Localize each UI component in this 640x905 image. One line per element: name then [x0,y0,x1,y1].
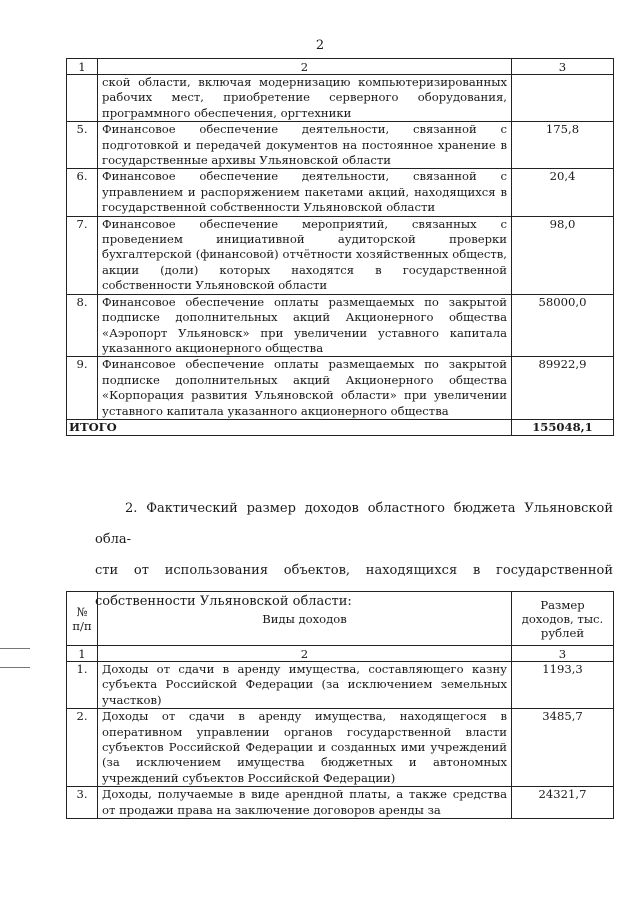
row-text: Финансовое обеспечение мероприятий, связанных с проведением инициативной аудиторской проверки бухгалтерской (финансовой) отчётности хозяйственных обществ, акции (доли) которых находятся в государственной собственности Ульяновской области [98,216,512,294]
row-text: Доходы от сдачи в аренду имущества, составляющего казну субъекта Российской Федерации (за исключением земельных участков) [98,662,512,709]
row-text: ской области, включая модернизацию компьютеризированных рабочих мест, приобретение серверного оборудования, программного обеспечения, оргтехники [98,75,512,122]
row-text: Финансовое обеспечение оплаты размещаемых по закрытой подписке дополнительных акций Акционерного общества «Корпорация развития Ульяновской области» при увеличении уставного капитала указанного акционерного общества [98,357,512,420]
row-text: Доходы от сдачи в аренду имущества, находящегося в оперативном управлении органов государственной власти субъектов Российской Федерации и созданных ими учреждений (за исключением имущества бюджетных и автономных учреждений субъектов Российской Федерации) [98,709,512,787]
scan-mark-left [0,648,30,649]
row-text: Финансовое обеспечение деятельности, связанной с управлением и распоряжением пакетами акций, находящихся в государственной собственности Ульяновской области [98,169,512,216]
expenses-table [66,58,614,436]
income-table-head-row [67,592,614,646]
row-value: 175,8 [512,122,614,169]
total-value: 155048,1 [512,419,614,435]
col-value-header: 3 [512,59,614,75]
row-number: 1. [67,662,98,709]
table-row [67,787,614,819]
table-row [67,75,614,122]
row-number: 9. [67,357,98,420]
total-label: ИТОГО [67,419,512,435]
head-number: № п/п [67,592,98,646]
row-value: 24321,7 [512,787,614,819]
col-value-header: 3 [512,646,614,662]
head-income-kind: Виды доходов [98,592,512,646]
row-value: 98,0 [512,216,614,294]
row-value: 1193,3 [512,662,614,709]
row-text: Доходы, получаемые в виде арендной платы, а также средства от продажи права на заключение договоров аренды за [98,787,512,819]
paragraph-first-line: 2. Фактический размер доходов областного бюджета Ульяновской обла- [95,501,613,547]
scan-mark-left-lower [0,667,30,668]
head-amount: Размер доходов, тыс. рублей [512,592,614,646]
paragraph-continuation: сти от использования объектов, находящихся в государственной собственности Ульяновской области: [95,563,613,609]
income-table [66,591,614,819]
table-row [67,122,614,169]
table-row [67,709,614,787]
row-number: 5. [67,122,98,169]
table-row [67,169,614,216]
row-number: 6. [67,169,98,216]
row-value: 58000,0 [512,294,614,357]
row-number: 2. [67,709,98,787]
row-text: Финансовое обеспечение оплаты размещаемых по закрытой подписке дополнительных акций Акционерного общества «Аэропорт Ульяновск» при увеличении уставного капитала указанного акционерного общества [98,294,512,357]
table-header-row [67,59,614,75]
row-value [512,75,614,122]
total-row [67,419,614,435]
table-row [67,294,614,357]
col-text-header: 2 [98,646,512,662]
row-value: 89922,9 [512,357,614,420]
table-row [67,216,614,294]
col-text-header: 2 [98,59,512,75]
row-text: Финансовое обеспечение деятельности, связанной с подготовкой и передачей документов на постоянное хранение в государственные архивы Ульяновской области [98,122,512,169]
row-number: 8. [67,294,98,357]
table-row [67,662,614,709]
row-number [67,75,98,122]
table-header-row [67,646,614,662]
page-number: 2 [315,38,325,53]
col-number-header: 1 [67,59,98,75]
col-number-header: 1 [67,646,98,662]
row-value: 3485,7 [512,709,614,787]
table-row [67,357,614,420]
row-value: 20,4 [512,169,614,216]
row-number: 3. [67,787,98,819]
row-number: 7. [67,216,98,294]
